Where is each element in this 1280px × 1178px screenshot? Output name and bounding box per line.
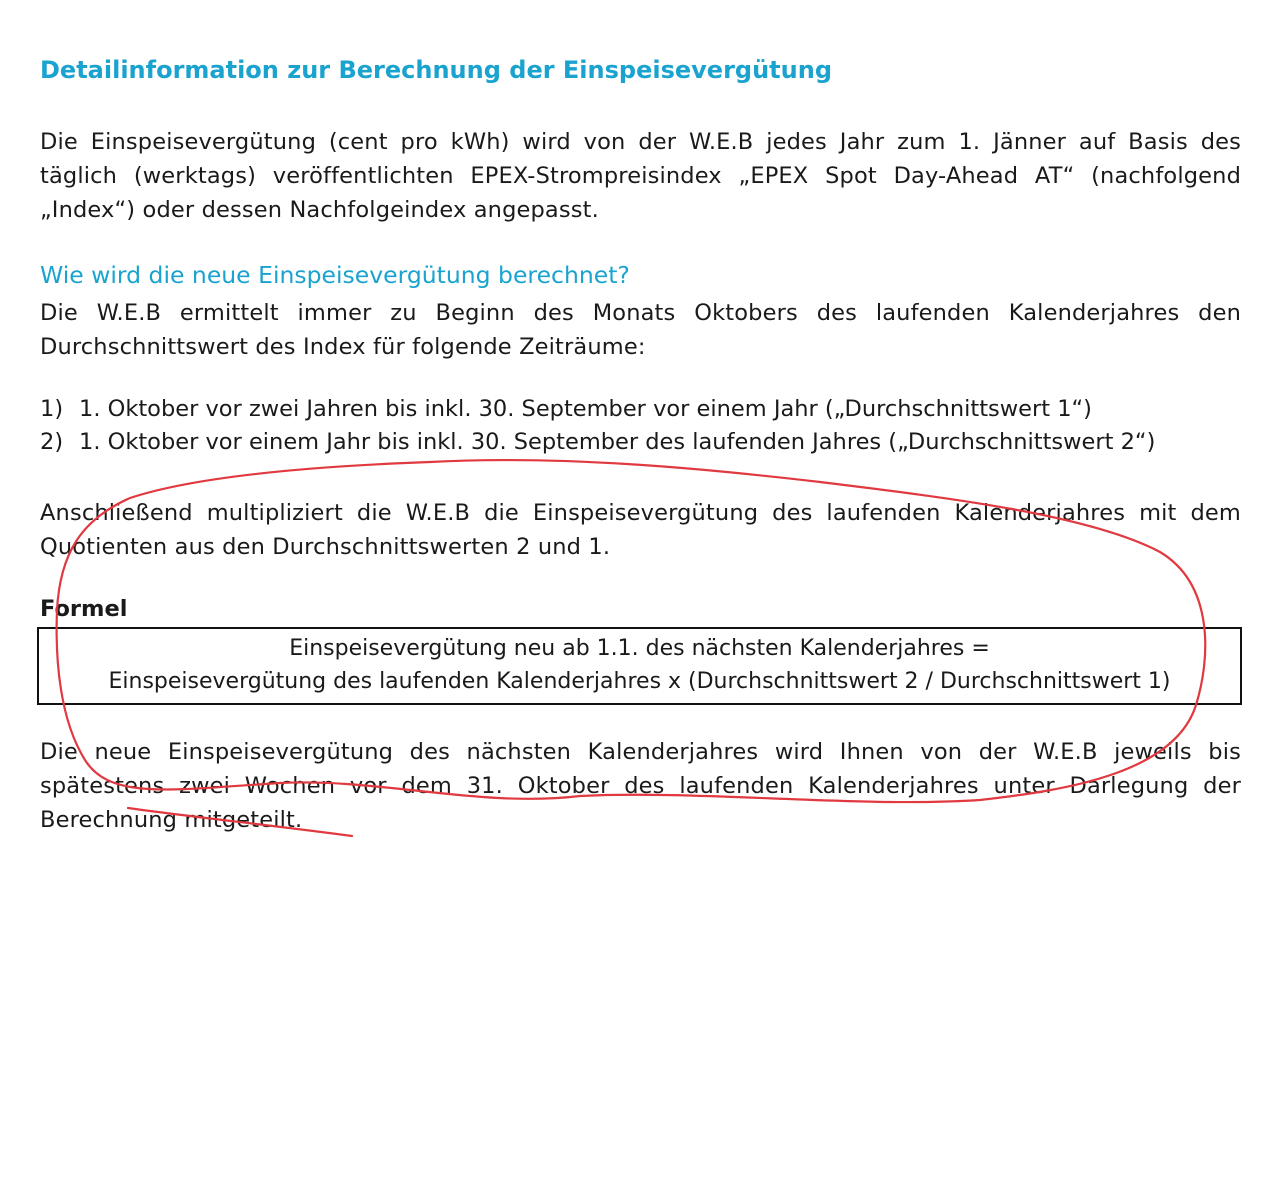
formula-box: [37, 627, 1242, 705]
multiply-paragraph: [40, 496, 1241, 564]
section-heading: Wie wird die neue Einspeisevergütung berechnet?: [40, 261, 630, 289]
intro-paragraph: [40, 125, 1241, 227]
multiply-line: Quotienten aus den Durchschnittswerten 2 und 1.: [40, 534, 611, 560]
section-line: Die W.E.B ermittelt immer zu Beginn des Monats Oktobers des laufenden Kalenderjahres den: [40, 300, 1241, 326]
list-item: [40, 426, 1155, 459]
list-number: 2): [40, 429, 64, 455]
section-line: Durchschnittswert des Index für folgende Zeiträume:: [40, 334, 646, 360]
list-number: 1): [40, 396, 64, 422]
document-title: Detailinformation zur Berechnung der Einspeisevergütung: [40, 56, 832, 84]
list-text: 1. Oktober vor zwei Jahren bis inkl. 30. September vor einem Jahr („Durchschnittswert 1“): [79, 396, 1092, 422]
intro-line: täglich (werktags) veröffentlichten EPEX-Strompreisindex „EPEX Spot Day-Ahead AT“ (nachfolgend: [40, 163, 1241, 189]
closing-line: Die neue Einspeisevergütung des nächsten Kalenderjahres wird Ihnen von der W.E.B jeweils bis: [40, 739, 1241, 765]
list-item: [40, 393, 1155, 426]
closing-line: spätestens zwei Wochen vor dem 31. Oktober des laufenden Kalenderjahres unter Darlegung der: [40, 773, 1241, 799]
section-paragraph: [40, 296, 1241, 364]
closing-paragraph: [40, 735, 1241, 837]
formula-line: Einspeisevergütung neu ab 1.1. des nächsten Kalenderjahres =: [289, 636, 990, 661]
intro-line: Die Einspeisevergütung (cent pro kWh) wird von der W.E.B jedes Jahr zum 1. Jänner auf Basis des: [40, 129, 1241, 155]
intro-line: „Index“) oder dessen Nachfolgeindex angepasst.: [40, 197, 599, 223]
formula-label: Formel: [40, 596, 128, 622]
multiply-line: Anschließend multipliziert die W.E.B die Einspeisevergütung des laufenden Kalenderjahres mit dem: [40, 500, 1241, 526]
formula-line: Einspeisevergütung des laufenden Kalenderjahres x (Durchschnittswert 2 / Durchschnittswert 1): [108, 669, 1171, 694]
list-text: 1. Oktober vor einem Jahr bis inkl. 30. September des laufenden Jahres („Durchschnittswert 2“): [79, 429, 1156, 455]
closing-line: Berechnung mitgeteilt.: [40, 807, 303, 833]
period-list: [40, 393, 1155, 459]
